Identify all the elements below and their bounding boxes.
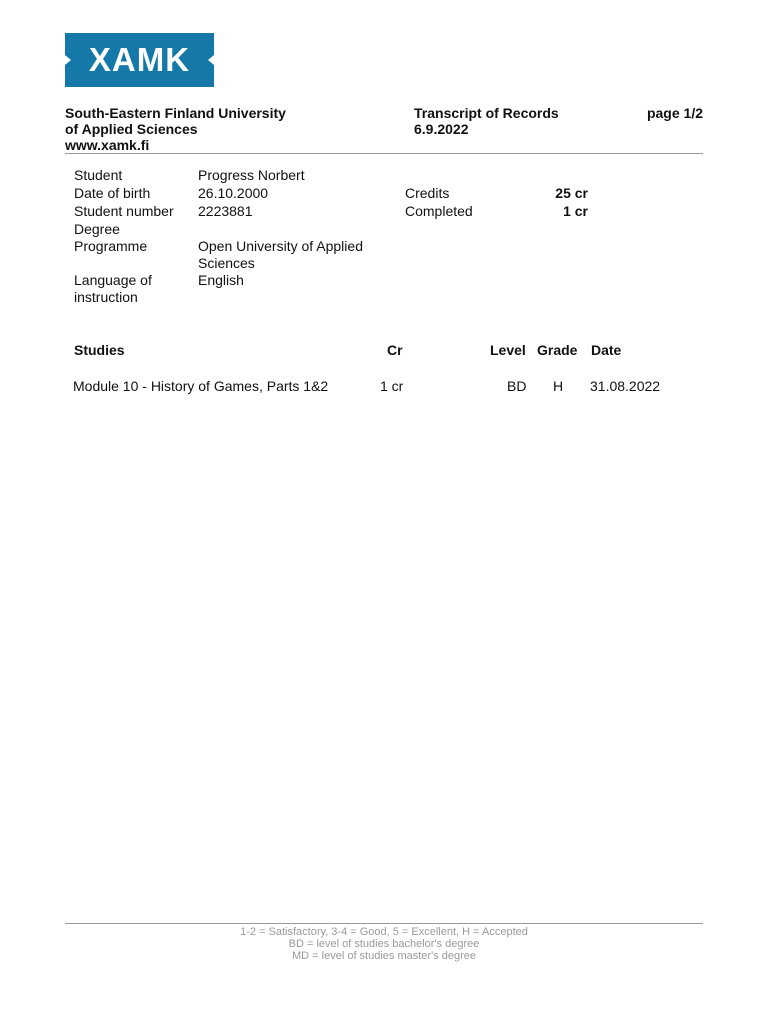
col-header-date: Date bbox=[591, 342, 622, 358]
footer-bd-legend: BD = level of studies bachelor's degree bbox=[288, 938, 480, 950]
programme-label: Programme bbox=[74, 238, 148, 254]
language-label: Language of instruction bbox=[74, 272, 152, 305]
study-date: 31.08.2022 bbox=[590, 378, 661, 394]
student-value: Progress Norbert bbox=[198, 167, 305, 183]
col-header-studies: Studies bbox=[74, 342, 125, 358]
completed-label: Completed bbox=[405, 203, 473, 219]
org-website: www.xamk.fi bbox=[65, 137, 150, 153]
degree-label: Degree bbox=[74, 221, 120, 237]
study-name: Module 10 - History of Games, Parts 1&2 bbox=[73, 378, 329, 394]
col-header-level: Level bbox=[490, 342, 526, 358]
study-grade: H bbox=[553, 378, 564, 394]
study-level: BD bbox=[507, 378, 527, 394]
study-cr: 1 cr bbox=[380, 378, 404, 394]
logo-text: XAMK bbox=[88, 41, 191, 78]
header-divider bbox=[65, 153, 703, 154]
footer-md-legend: MD = level of studies master's degree bbox=[292, 950, 476, 962]
credits-label: Credits bbox=[405, 185, 450, 201]
col-header-cr: Cr bbox=[387, 342, 403, 358]
student-label: Student bbox=[74, 167, 123, 183]
doc-title: Transcript of Records bbox=[414, 105, 559, 121]
org-name-line2: of Applied Sciences bbox=[65, 121, 198, 137]
student-number-label: Student number bbox=[74, 203, 174, 219]
col-header-grade: Grade bbox=[537, 342, 578, 358]
xamk-logo bbox=[65, 33, 214, 87]
dob-value: 26.10.2000 bbox=[198, 185, 269, 201]
dob-label: Date of birth bbox=[74, 185, 151, 201]
completed-value: 1 cr bbox=[563, 203, 588, 219]
student-number-value: 2223881 bbox=[198, 203, 253, 219]
programme-value: Open University of Applied Sciences bbox=[198, 238, 363, 271]
credits-value: 25 cr bbox=[555, 185, 588, 201]
footer-divider bbox=[65, 923, 703, 924]
language-value: English bbox=[198, 272, 244, 288]
footer-grade-legend: 1-2 = Satisfactory, 3-4 = Good, 5 = Excellent, H = Accepted bbox=[240, 926, 528, 938]
doc-date: 6.9.2022 bbox=[414, 121, 469, 137]
page-number: page 1/2 bbox=[646, 105, 703, 121]
org-name-line1: South-Eastern Finland University bbox=[65, 105, 286, 121]
